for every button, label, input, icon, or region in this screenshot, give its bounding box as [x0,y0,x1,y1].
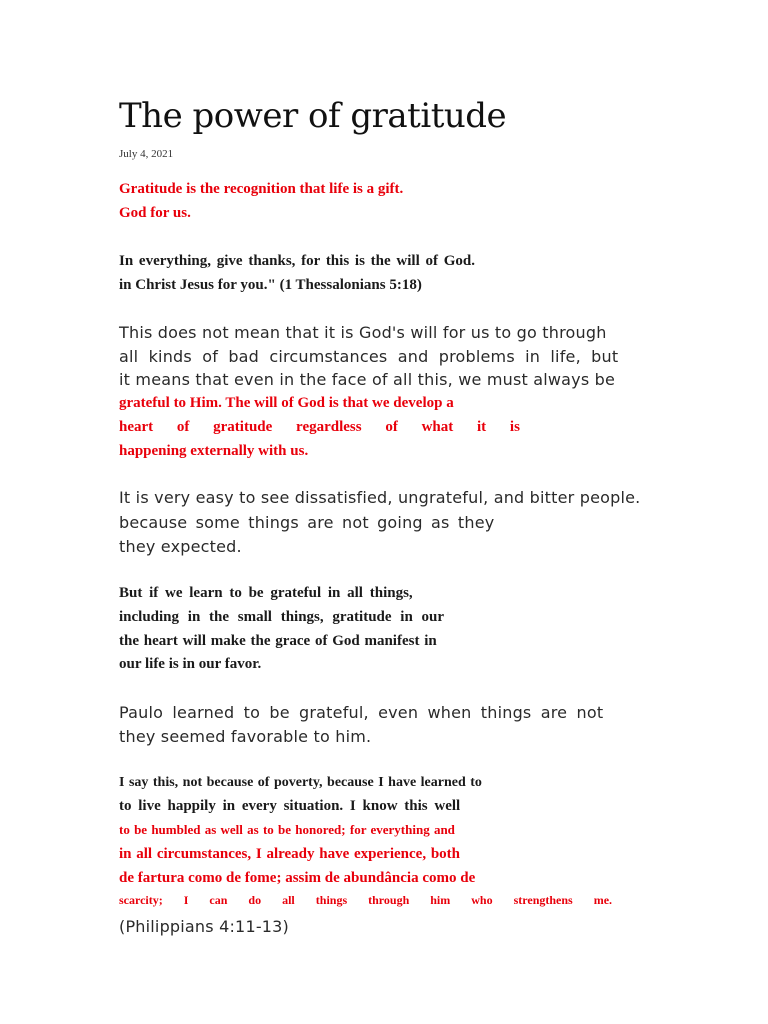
para1-line-1: This does not mean that it is God's will for us to go through [119,323,607,342]
para4-line-2: they seemed favorable to him. [119,727,372,746]
para3-line-4: our life is in our favor. [119,656,262,672]
post-date: July 4, 2021 [119,148,174,160]
scripture-reference: (Philippians 4:11-13) [119,917,289,936]
para2-line-2: because some things are not going as they [119,513,495,532]
para2-line-3: they expected. [119,537,242,556]
quote-line-2: to live happily in every situation. I know this well [119,798,461,814]
para1-line-3: it means that even in the face of all this, we must always be [119,370,616,389]
quote-line-1: I say this, not because of poverty, because I have learned to [119,775,482,790]
para1-red-line-2: heart of gratitude regardless of what it is [119,419,520,435]
quote-red-line-1: to be humbled as well as to be honored; for everything and [119,822,455,837]
quote-red-line-2: in all circumstances, I already have experience, both [119,846,460,862]
para1-red-line-1: grateful to Him. The will of God is that we develop a [119,395,454,411]
verse-line-1: In everything, give thanks, for this is the will of God. [119,253,475,269]
verse-line-2: in Christ Jesus for you." (1 Thessalonians 5:18) [119,277,422,293]
para2-line-1: It is very easy to see dissatisfied, ungrateful, and bitter people. [119,488,641,507]
para3-line-3: the heart will make the grace of God manifest in [119,633,437,649]
intro-line-2: God for us. [119,205,191,221]
para4-line-1: Paulo learned to be grateful, even when things are not [119,703,604,722]
para1-red-line-3: happening externally with us. [119,443,309,459]
para3-line-1: But if we learn to be grateful in all things, [119,585,413,601]
para3-line-2: including in the small things, gratitude in our [119,609,445,625]
para1-line-2: all kinds of bad circumstances and problems in life, but [119,347,619,366]
quote-red-line-3: de fartura como de fome; assim de abundância como de [119,870,476,886]
intro-line-1: Gratitude is the recognition that life is a gift. [119,181,404,197]
quote-red-line-4: scarcity; I can do all things through him who strengthens me. [119,893,613,907]
page-title: The power of gratitude [119,96,507,136]
